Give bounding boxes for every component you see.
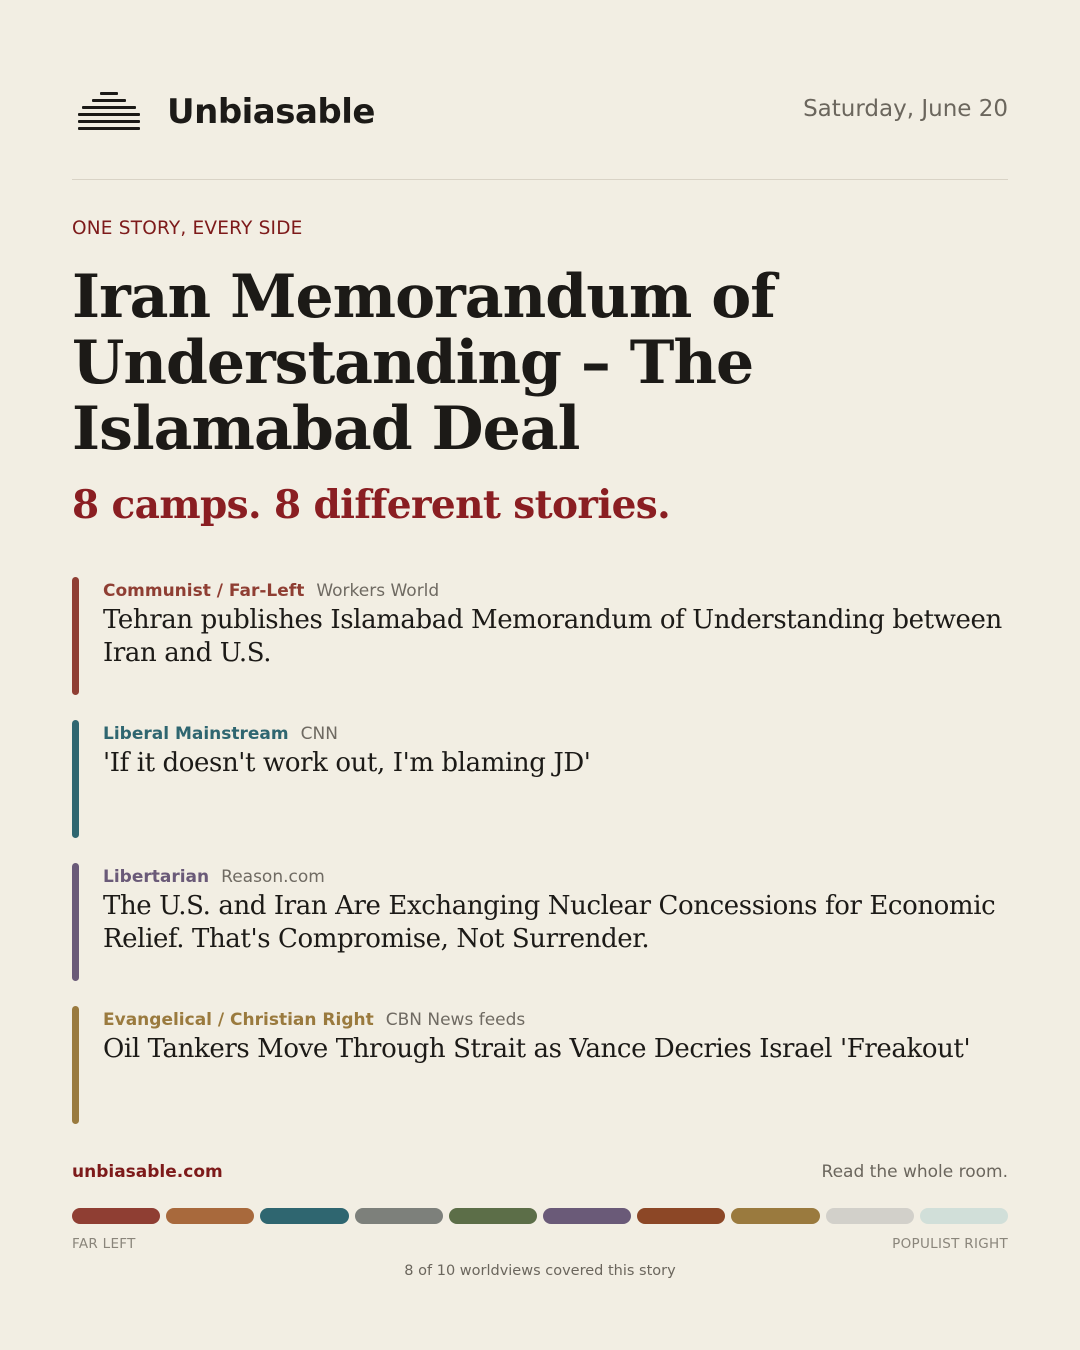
source-label: Reason.com xyxy=(221,867,325,887)
camp-color-bar xyxy=(72,577,79,695)
spectrum-segment-9 xyxy=(826,1208,914,1224)
spectrum-segment-1 xyxy=(72,1208,160,1224)
site-link[interactable]: unbiasable.com xyxy=(72,1162,223,1182)
spectrum-segment-5 xyxy=(449,1208,537,1224)
coverage-count: 8 of 10 worldviews covered this story xyxy=(404,1263,676,1279)
source-label: Workers World xyxy=(316,581,440,601)
subheadline: 8 camps. 8 different stories. xyxy=(72,482,671,528)
camp-label: Evangelical / Christian Right xyxy=(103,1010,374,1030)
stacked-lines-logo-icon xyxy=(78,92,140,134)
source-label: CBN News feeds xyxy=(385,1010,526,1030)
tagline: Read the whole room. xyxy=(821,1162,1008,1182)
story-title[interactable]: Tehran publishes Islamabad Memorandum of Understanding between Iran and U.S. xyxy=(103,605,1002,668)
header-divider xyxy=(72,179,1008,180)
story-meta xyxy=(103,867,325,887)
camp-label: Communist / Far-Left xyxy=(103,581,305,601)
camp-color-bar xyxy=(72,720,79,838)
story-meta xyxy=(103,724,338,744)
spectrum-left-label: FAR LEFT xyxy=(72,1236,136,1252)
page xyxy=(72,0,1008,1350)
story-meta xyxy=(103,581,439,601)
spectrum-segment-10 xyxy=(920,1208,1008,1224)
spectrum-segment-3 xyxy=(260,1208,348,1224)
story-card-liberal[interactable] xyxy=(72,720,1008,838)
camp-label: Libertarian xyxy=(103,867,210,887)
story-title[interactable]: 'If it doesn't work out, I'm blaming JD' xyxy=(103,748,591,778)
story-title[interactable]: The U.S. and Iran Are Exchanging Nuclear Concessions for Economic Relief. That's Compromise, Not Surrender. xyxy=(103,891,996,954)
spectrum-segment-2 xyxy=(166,1208,254,1224)
source-label: CNN xyxy=(300,724,338,744)
kicker: ONE STORY, EVERY SIDE xyxy=(72,218,303,239)
story-card-communist[interactable] xyxy=(72,577,1008,695)
story-card-libertarian[interactable] xyxy=(72,863,1008,981)
spectrum-segment-4 xyxy=(355,1208,443,1224)
spectrum-segment-7 xyxy=(637,1208,725,1224)
spectrum-segment-6 xyxy=(543,1208,631,1224)
spectrum-right-label: POPULIST RIGHT xyxy=(892,1236,1008,1252)
story-card-evangelical[interactable] xyxy=(72,1006,1008,1124)
story-title[interactable]: Oil Tankers Move Through Strait as Vance Decries Israel 'Freakout' xyxy=(103,1034,971,1064)
header xyxy=(72,88,1008,138)
camp-label: Liberal Mainstream xyxy=(103,724,289,744)
brand-name[interactable]: Unbiasable xyxy=(167,92,375,132)
issue-date: Saturday, June 20 xyxy=(803,96,1008,122)
story-meta xyxy=(103,1010,525,1030)
camp-color-bar xyxy=(72,1006,79,1124)
spectrum-segment-8 xyxy=(731,1208,819,1224)
worldview-spectrum xyxy=(72,1208,1008,1224)
camp-color-bar xyxy=(72,863,79,981)
page-title: Iran Memorandum of Understanding – The Islamabad Deal xyxy=(72,262,776,464)
